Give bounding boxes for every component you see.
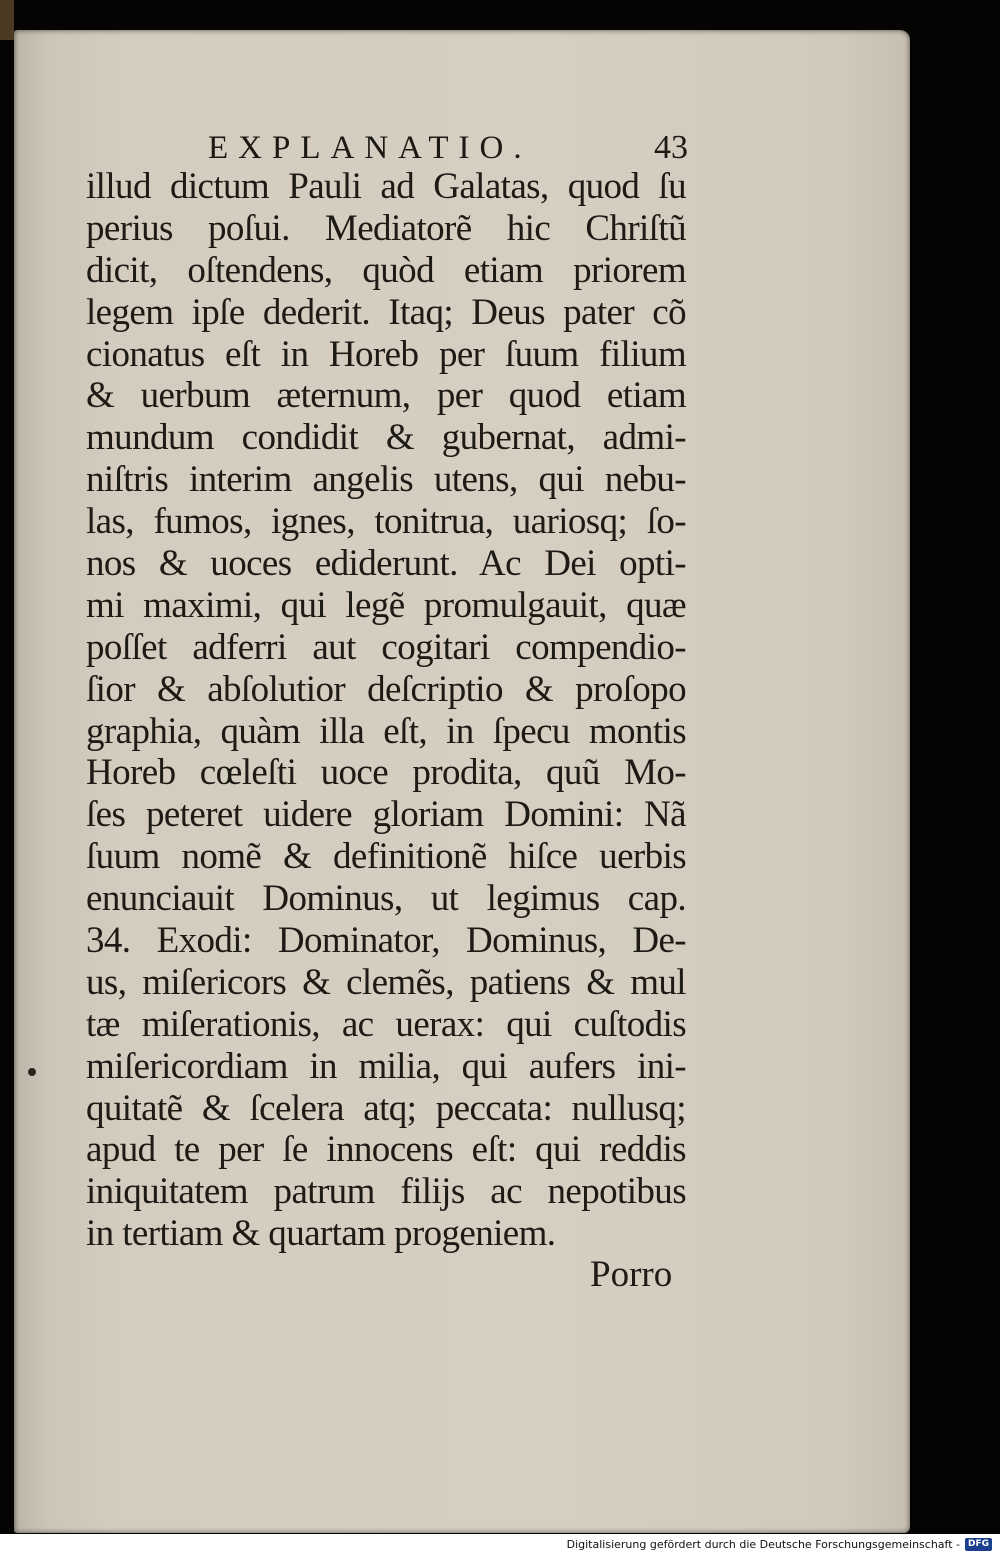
binding-edge (0, 0, 14, 40)
text-line: ſior & abſolutior deſcriptio & proſopo (86, 668, 686, 710)
body-text (86, 166, 686, 1255)
margin-ink-dot (28, 1068, 36, 1076)
text-line: perius poſui. Mediatorẽ hic Chriſtũ (86, 207, 686, 249)
text-line: mundum condidit & gubernat, admi- (86, 417, 686, 459)
text-line: ſuum nomẽ & definitionẽ hiſce uerbis (86, 836, 686, 878)
text-line: graphia, quàm illa eſt, in ſpecu montis (86, 710, 686, 752)
text-line: ſes peteret uidere gloriam Domini: Nã (86, 794, 686, 836)
text-line: poſſet adferri aut cogitari compendio- (86, 626, 686, 668)
funding-credit: Digitalisierung gefördert durch die Deutsche Forschungsgemeinschaft - (566, 1538, 960, 1551)
dfg-logo: DFG (965, 1538, 992, 1551)
text-line: niſtris interim angelis utens, qui nebu- (86, 459, 686, 501)
text-line: enunciauit Dominus, ut legimus cap. (86, 878, 686, 920)
text-line: illud dictum Pauli ad Galatas, quod ſu (86, 166, 686, 207)
text-line: dicit, oſtendens, quòd etiam priorem (86, 249, 686, 291)
text-line: iniquitatem patrum filijs ac nepotibus (86, 1171, 686, 1213)
text-line: miſericordiam in milia, qui aufers ini- (86, 1045, 686, 1087)
text-line: us, miſericors & clemẽs, patiens & mul (86, 961, 686, 1003)
text-line: las, fumos, ignes, tonitrua, uariosq; ſo- (86, 501, 686, 543)
text-line: in tertiam & quartam progeniem. (86, 1213, 556, 1255)
text-line: & uerbum æternum, per quod etiam (86, 375, 686, 417)
text-line: 34. Exodi: Dominator, Dominus, De- (86, 920, 686, 962)
text-line: quitatẽ & ſcelera atq; peccata: nullusq; (86, 1087, 686, 1129)
page-number: 43 (654, 129, 688, 166)
catchword: Porro (590, 1254, 673, 1295)
text-line: apud te per ſe innocens eſt: qui reddis (86, 1129, 686, 1171)
text-line: nos & uoces ediderunt. Ac Dei opti- (86, 543, 686, 585)
text-line: tæ miſerationis, ac uerax: qui cuſtodis (86, 1003, 686, 1045)
text-line: legem ipſe dederit. Itaq; Deus pater cõ (86, 291, 686, 333)
running-title: EXPLANATIO. (208, 130, 532, 166)
text-line: mi maximi, qui legẽ promulgauit, quæ (86, 584, 686, 626)
text-line: Horeb cœleſti uoce prodita, quũ Mo- (86, 752, 686, 794)
text-line: cionatus eſt in Horeb per ſuum filium (86, 333, 686, 375)
page-header (208, 128, 688, 168)
